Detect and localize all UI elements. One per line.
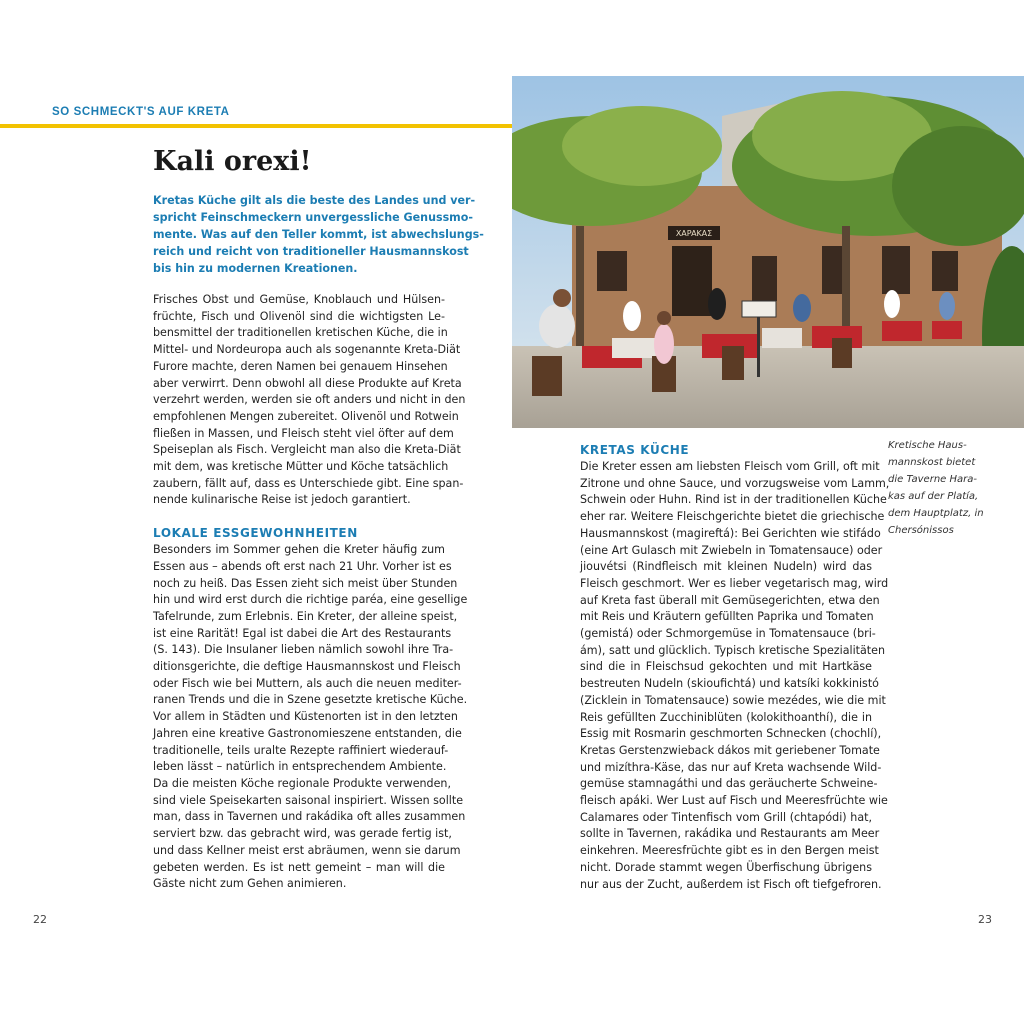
text-line: mit Reis und Kräutern gefüllten Paprika und Tomaten	[580, 610, 874, 624]
text-line: Gäste nicht zum Gehen animieren.	[153, 877, 347, 891]
text-line: sollte in Tavernen, rakádika und Restaurants am Meer	[580, 827, 880, 841]
section-heading-kretas-kueche: KRETAS KÜCHE	[580, 443, 690, 457]
text-line: bensmittel der traditionellen kretischen Küche, die in	[153, 326, 448, 340]
text-line: und mizíthra-Käse, das nur auf Kreta wachsende Wild-	[580, 760, 882, 774]
text-line: aber verwirrt. Denn obwohl all diese Produkte auf Kreta	[153, 376, 462, 390]
text-line: Mittel- und Nordeuropa auch als sogenannte Kreta-Diät	[153, 343, 461, 357]
text-line: Kretische Haus-	[888, 440, 967, 451]
text-line: hin und wird erst durch die richtige paréa, eine gesellige	[153, 593, 468, 607]
accent-rule	[0, 124, 512, 128]
text-line: (Zicklein in Tomatensauce) sowie mezédes, wie die mit	[580, 693, 886, 707]
text-line: mente. Was auf den Teller kommt, ist abwechslungs-	[153, 228, 484, 241]
text-line: eher rar. Weitere Fleischgerichte bietet die griechische	[580, 510, 885, 524]
text-line: sind die in Fleischsud gekochten und mit Hartkäse	[580, 660, 872, 674]
text-line: Kretas Gerstenzwieback dákos mit geriebener Tomate	[580, 743, 880, 757]
text-line: (gemistá) oder Schmorgemüse in Tomatensauce (bri-	[580, 627, 876, 641]
text-line: auf Kreta fast überall mit Gemüsegerichten, etwa den	[580, 593, 880, 607]
text-line: Jahren eine kreative Gastronomieszene entstanden, die	[153, 726, 462, 740]
text-line: Zitrone und ohne Sauce, und vorzugsweise vom Lamm,	[580, 476, 890, 490]
text-line: Schwein oder Huhn. Rind ist in der traditionellen Küche	[580, 493, 887, 507]
taverna-photo	[512, 76, 1024, 428]
text-line: Essen aus – abends oft erst nach 21 Uhr. Vorher ist es	[153, 559, 452, 573]
text-line: ám), satt und glücklich. Typisch kretische Spezialitäten	[580, 643, 886, 657]
text-line: nicht. Dorade stammt wegen Überfischung übrigens	[580, 860, 872, 874]
text-line: und dass Kellner meist erst abräumen, wenn sie darum	[153, 843, 461, 857]
text-line: Reis gefüllten Zucchiniblüten (kolokithoanthí), die in	[580, 710, 872, 724]
text-line: Essig mit Rosmarin geschmorten Schnecken (chochlí),	[580, 727, 882, 741]
text-line: jiouvétsi (Rindfleisch mit kleinen Nudeln) wird das	[580, 560, 872, 574]
text-line: Furore machte, deren Namen bei genauem Hinsehen	[153, 359, 448, 373]
photo-caption	[888, 438, 998, 539]
text-line: oder Fisch wie bei Muttern, als auch die neuen mediter-	[153, 676, 462, 690]
text-line: Chersónissos	[888, 524, 954, 536]
page-number-right: 23	[978, 913, 992, 926]
lead-paragraph	[153, 192, 484, 277]
text-line: traditionelle, teils uralte Rezepte raffiniert wiederauf-	[153, 743, 449, 757]
text-line: man, dass in Tavernen und rakádika oft alles zusammen	[153, 810, 466, 824]
text-line: bis hin zu modernen Kreationen.	[153, 262, 358, 275]
text-line: Die Kreter essen am liebsten Fleisch vom Grill, oft mit	[580, 460, 880, 473]
page-number-left: 22	[33, 913, 47, 926]
text-line: Speiseplan als Fisch. Vergleicht man also die Kreta-Diät	[153, 443, 461, 457]
text-line: reich und reicht von traditioneller Hausmannskost	[153, 245, 469, 258]
text-line: empfohlenen Mengen zubereitet. Olivenöl und Rotwein	[153, 409, 459, 423]
left-column	[153, 292, 468, 893]
text-line: nende kulinarische Reise ist jedoch garantiert.	[153, 493, 411, 507]
text-line: Frisches Obst und Gemüse, Knoblauch und Hülsen-	[153, 293, 445, 306]
text-line: zaubern, fällt auf, dass es Unterschiede gibt. Eine span-	[153, 476, 464, 490]
text-line: sind viele Speisekarten saisonal inspiriert. Wissen sollte	[153, 793, 464, 807]
text-line: Kretas Küche gilt als die beste des Landes und ver-	[153, 194, 476, 207]
text-line: nur aus der Zucht, außerdem ist Fisch oft tiefgefroren.	[580, 877, 882, 891]
text-line: mit dem, was kretische Mütter und Köche tatsächlich	[153, 460, 449, 474]
text-line: Da die meisten Köche regionale Produkte verwenden,	[153, 776, 451, 790]
text-line: kas auf der Platía,	[888, 490, 979, 502]
text-line: ist eine Rarität! Egal ist dabei die Art des Restaurants	[153, 626, 452, 640]
text-line: spricht Feinschmeckern unvergessliche Genussmo-	[153, 211, 473, 224]
text-line: leben lässt – natürlich in entsprechendem Ambiente.	[153, 760, 447, 774]
text-line: ranen Trends und die in Szene gesetzte kretische Küche.	[153, 693, 468, 707]
text-line: gemüse stamnagáthi und das geräucherte Schweine-	[580, 777, 878, 791]
text-line: fleisch apáki. Wer Lust auf Fisch und Meeresfrüchte wie	[580, 794, 888, 808]
text-line: Besonders im Sommer gehen die Kreter häufig zum	[153, 543, 445, 557]
section-heading-lokale-essgewohnheiten: LOKALE ESSGEWOHNHEITEN	[153, 526, 358, 541]
text-line: serviert bzw. das gebracht wird, was gerade fertig ist,	[153, 827, 452, 841]
text-line: Vor allem in Städten und Küstenorten ist in den letzten	[153, 710, 458, 724]
text-line: fließen in Massen, und Fleisch steht viel öfter auf dem	[153, 426, 454, 440]
text-line: noch zu heiß. Das Essen zieht sich meist über Stunden	[153, 576, 458, 590]
text-line: gebeten werden. Es ist nett gemeint – man will die	[153, 860, 445, 874]
text-line: mannskost bietet	[888, 456, 976, 468]
text-line: Hausmannskost (magireftá): Bei Gerichten wie stifádo	[580, 526, 881, 540]
text-line: Tafelrunde, zum Erlebnis. Ein Kreter, der alleine speist,	[153, 609, 458, 623]
taverna-photo-drawing	[512, 76, 1024, 428]
section-label: SO SCHMECKT'S AUF KRETA	[52, 106, 230, 118]
page-title: Kali orexi!	[153, 146, 312, 177]
section1-paragraph	[153, 542, 468, 893]
taverna-sign: XAPAKAΣ	[675, 229, 713, 238]
right-column	[580, 442, 890, 893]
text-line: dem Hauptplatz, in	[888, 507, 984, 519]
text-line: die Taverne Hara-	[888, 473, 977, 485]
text-line: früchte, Fisch und Olivenöl sind die wichtigsten Le-	[153, 309, 445, 323]
intro-paragraph	[153, 292, 466, 509]
spacer	[153, 509, 445, 525]
section2-paragraph	[580, 459, 890, 893]
text-line: verzehrt werden, werden sie oft anders und nicht in den	[153, 393, 466, 407]
text-line: (eine Art Gulasch mit Zwiebeln in Tomatensauce) oder	[580, 543, 883, 557]
text-line: (S. 143). Die Insulaner lieben nämlich sowohl ihre Tra-	[153, 643, 454, 657]
text-line: Calamares oder Tintenfisch vom Grill (chtapódi) hat,	[580, 810, 872, 824]
text-line: ditionsgerichte, die deftige Hausmannskost und Fleisch	[153, 660, 461, 674]
text-line: Fleisch geschmort. Wer es lieber vegetarisch mag, wird	[580, 576, 889, 590]
text-line: bestreuten Nudeln (skioufichtá) und katsíki kokkinistó	[580, 677, 879, 691]
text-line: einkehren. Meeresfrüchte gibt es in den Bergen meist	[580, 844, 879, 858]
